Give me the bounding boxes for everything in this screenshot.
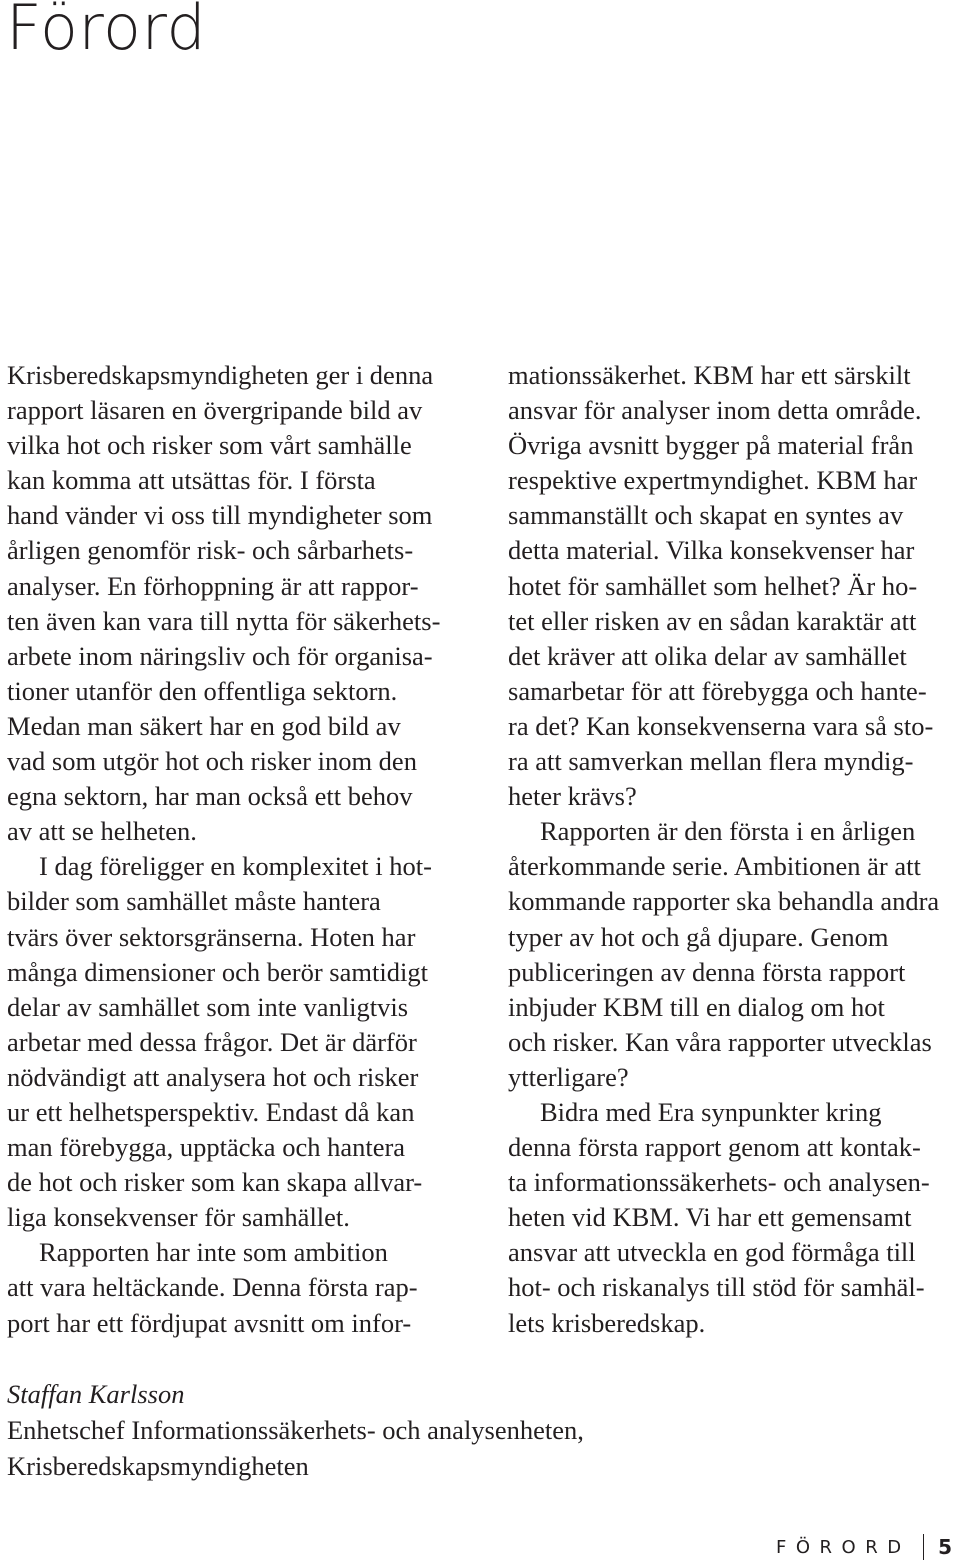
text-line: Övriga avsnitt bygger på material från <box>508 430 914 461</box>
text-line: många dimensioner och berör samtidigt <box>7 956 428 987</box>
text-line: Bidra med Era synpunkter kring <box>540 1096 882 1127</box>
text-line: arbetar med dessa frågor. Det är därför <box>7 1026 417 1057</box>
text-line: heter krävs? <box>508 781 637 812</box>
text-line: delar av samhället som inte vanligtvis <box>7 991 409 1022</box>
text-line: kommande rapporter ska behandla andra <box>508 886 940 917</box>
text-line: inbjuder KBM till en dialog om hot <box>508 991 885 1022</box>
text-line: ur ett helhetsperspektiv. Endast då kan <box>7 1096 415 1127</box>
text-line: att vara heltäckande. Denna första rap- <box>7 1272 418 1303</box>
signature-block <box>7 1376 584 1484</box>
text-line: publiceringen av denna första rapport <box>508 956 906 987</box>
text-line: sammanställt och skapat en syntes av <box>508 500 904 531</box>
signature-organization: Krisberedskapsmyndigheten <box>7 1451 309 1481</box>
text-line: hotet för samhället som helhet? Är ho- <box>508 570 918 601</box>
text-line: Medan man säkert har en god bild av <box>7 710 401 741</box>
text-line: typer av hot och gå djupare. Genom <box>508 921 889 952</box>
text-line: ra att samverkan mellan flera myndig- <box>508 746 914 777</box>
text-line: ytterligare? <box>508 1061 629 1092</box>
page-number: 5 <box>938 1535 952 1559</box>
text-line: återkommande serie. Ambitionen är att <box>508 851 921 882</box>
text-line: hot- och riskanalys till stöd för samhäl- <box>508 1272 925 1303</box>
right-text-column <box>508 358 960 1341</box>
text-line: liga konsekvenser för samhället. <box>7 1202 350 1233</box>
text-line: av att se helheten. <box>7 816 197 847</box>
text-line: ten även kan vara till nytta för säkerhets- <box>7 605 441 636</box>
text-line: de hot och risker som kan skapa allvar- <box>7 1167 423 1198</box>
text-line: lets krisberedskap. <box>508 1307 706 1338</box>
text-line: samarbetar för att förebygga och hante- <box>508 675 927 706</box>
signature-name: Staffan Karlsson <box>7 1379 185 1409</box>
text-line: ansvar för analyser inom detta område. <box>508 395 922 426</box>
text-line: hand vänder vi oss till myndigheter som <box>7 500 433 531</box>
text-line: mationssäkerhet. KBM har ett särskilt <box>508 360 911 390</box>
text-line: rapport läsaren en övergripande bild av <box>7 395 423 426</box>
text-line: Krisberedskapsmyndigheten ger i denna <box>7 360 434 390</box>
text-line: kan komma att utsättas för. I första <box>7 465 376 496</box>
text-line: vilka hot och risker som vårt samhälle <box>7 430 412 461</box>
text-line: denna första rapport genom att kontak- <box>508 1132 921 1163</box>
text-line: ansvar att utveckla en god förmåga till <box>508 1237 916 1268</box>
footer-section-label: FÖRORD <box>776 1536 911 1558</box>
signature-role: Enhetschef Informationssäkerhets- och analysenheten, <box>7 1415 584 1445</box>
text-line: och risker. Kan våra rapporter utvecklas <box>508 1026 932 1057</box>
text-line: man förebygga, upptäcka och hantera <box>7 1132 406 1163</box>
text-line: Rapporten har inte som ambition <box>39 1237 388 1268</box>
text-line: I dag föreligger en komplexitet i hot- <box>39 851 432 882</box>
text-line: bilder som samhället måste hantera <box>7 886 381 917</box>
left-text-column <box>7 358 487 1341</box>
text-line: det kräver att olika delar av samhället <box>508 640 907 671</box>
page-title: Förord <box>6 0 207 64</box>
text-line: Rapporten är den första i en årligen <box>540 816 916 847</box>
text-line: vad som utgör hot och risker inom den <box>7 746 417 777</box>
page-footer <box>776 1534 952 1560</box>
text-line: analyser. En förhoppning är att rappor- <box>7 570 419 601</box>
text-line: tioner utanför den offentliga sektorn. <box>7 675 398 706</box>
text-line: egna sektorn, har man också ett behov <box>7 781 413 812</box>
text-line: heten vid KBM. Vi har ett gemensamt <box>508 1202 912 1233</box>
text-line: detta material. Vilka konsekvenser har <box>508 535 915 566</box>
text-line: nödvändigt att analysera hot och risker <box>7 1061 419 1092</box>
text-line: arbete inom näringsliv och för organisa- <box>7 640 433 671</box>
footer-divider <box>923 1534 925 1560</box>
text-line: port har ett fördjupat avsnitt om infor- <box>7 1307 412 1338</box>
text-line: årligen genomför risk- och sårbarhets- <box>7 535 414 566</box>
text-line: ta informationssäkerhets- och analysen- <box>508 1167 930 1198</box>
text-line: tet eller risken av en sådan karaktär att <box>508 605 917 636</box>
text-line: tvärs över sektorsgränserna. Hoten har <box>7 921 416 952</box>
text-line: respektive expertmyndighet. KBM har <box>508 465 918 496</box>
text-line: ra det? Kan konsekvenserna vara så sto- <box>508 710 934 741</box>
